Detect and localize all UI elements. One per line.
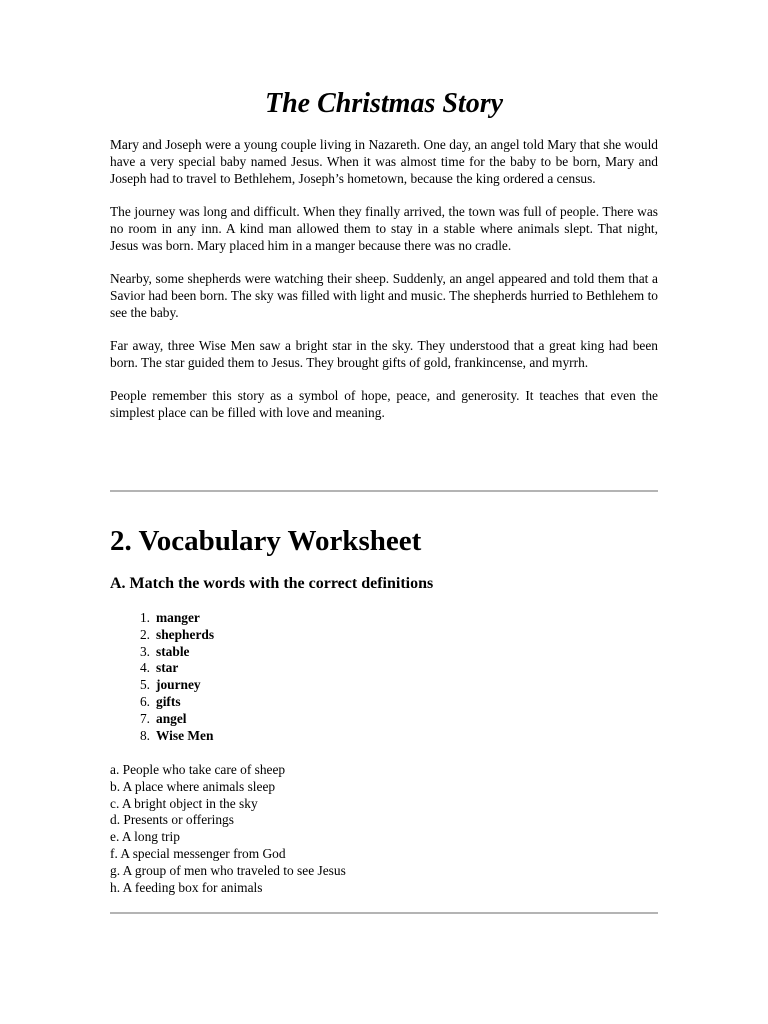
- list-item: [110, 660, 214, 677]
- vocabulary-word: shepherds: [156, 626, 215, 642]
- item-number: 5.: [139, 677, 150, 693]
- story-paragraph: Far away, three Wise Men saw a bright star in the sky. They understood that a great king had been born. The star guided them to Jesus. They brought gifts of gold, frankincense, and myrrh.: [110, 338, 658, 370]
- item-number: 8.: [139, 727, 150, 743]
- vocabulary-word: stable: [156, 643, 190, 659]
- vocabulary-word: journey: [156, 677, 201, 693]
- vocabulary-word: Wise Men: [156, 727, 214, 743]
- list-item: [110, 677, 214, 694]
- definition-item: g. A group of men who traveled to see Jesus: [110, 862, 346, 878]
- list-item: [110, 610, 214, 627]
- list-item: [110, 711, 214, 728]
- item-number: 7.: [139, 710, 150, 726]
- list-item: [110, 644, 214, 661]
- definition-item: b. A place where animals sleep: [110, 778, 276, 794]
- worksheet-title: 2. Vocabulary Worksheet: [110, 525, 422, 557]
- list-item: [110, 627, 214, 644]
- story-body: [110, 136, 658, 437]
- vocabulary-word-list: [110, 610, 214, 744]
- definition-item: f. A special messenger from God: [110, 845, 286, 861]
- item-number: 2.: [139, 626, 150, 642]
- list-item: [110, 694, 214, 711]
- section-divider: [110, 912, 658, 914]
- story-paragraph: The journey was long and difficult. When they finally arrived, the town was full of people. There was no room in any inn. A kind man allowed them to stay in a stable where animals slept. That night, Jesus was born. Mary placed him in a manger because there was no cradle.: [110, 204, 658, 253]
- vocabulary-word: star: [156, 660, 179, 676]
- section-a-title: A. Match the words with the correct definitions: [110, 575, 434, 592]
- definition-item: h. A feeding box for animals: [110, 879, 263, 895]
- item-number: 4.: [139, 660, 150, 676]
- item-number: 3.: [139, 643, 150, 659]
- definition-item: a. People who take care of sheep: [110, 762, 286, 777]
- story-paragraph: Nearby, some shepherds were watching their sheep. Suddenly, an angel appeared and told them that a Savior had been born. The sky was filled with light and music. The shepherds hurried to Bethlehem to see the baby.: [110, 271, 658, 320]
- section-divider: [110, 490, 658, 492]
- item-number: 6.: [139, 693, 150, 709]
- story-paragraph: People remember this story as a symbol of hope, peace, and generosity. It teaches that even the simplest place can be filled with love and meaning.: [110, 388, 658, 420]
- definition-list: [110, 762, 346, 896]
- definition-item: c. A bright object in the sky: [110, 795, 258, 811]
- item-number: 1.: [139, 610, 150, 625]
- vocabulary-word: manger: [156, 610, 200, 625]
- definition-item: e. A long trip: [110, 829, 180, 845]
- vocabulary-word: gifts: [156, 693, 181, 709]
- vocabulary-word: angel: [156, 710, 187, 726]
- list-item: [110, 728, 214, 745]
- story-paragraph: Mary and Joseph were a young couple living in Nazareth. One day, an angel told Mary that she would have a very special baby named Jesus. When it was almost time for the baby to be born, Mary and Joseph had to travel to Bethlehem, Joseph’s hometown, because the king ordered a census.: [110, 137, 658, 186]
- story-title: The Christmas Story: [264, 88, 504, 119]
- definition-item: d. Presents or offerings: [110, 812, 234, 828]
